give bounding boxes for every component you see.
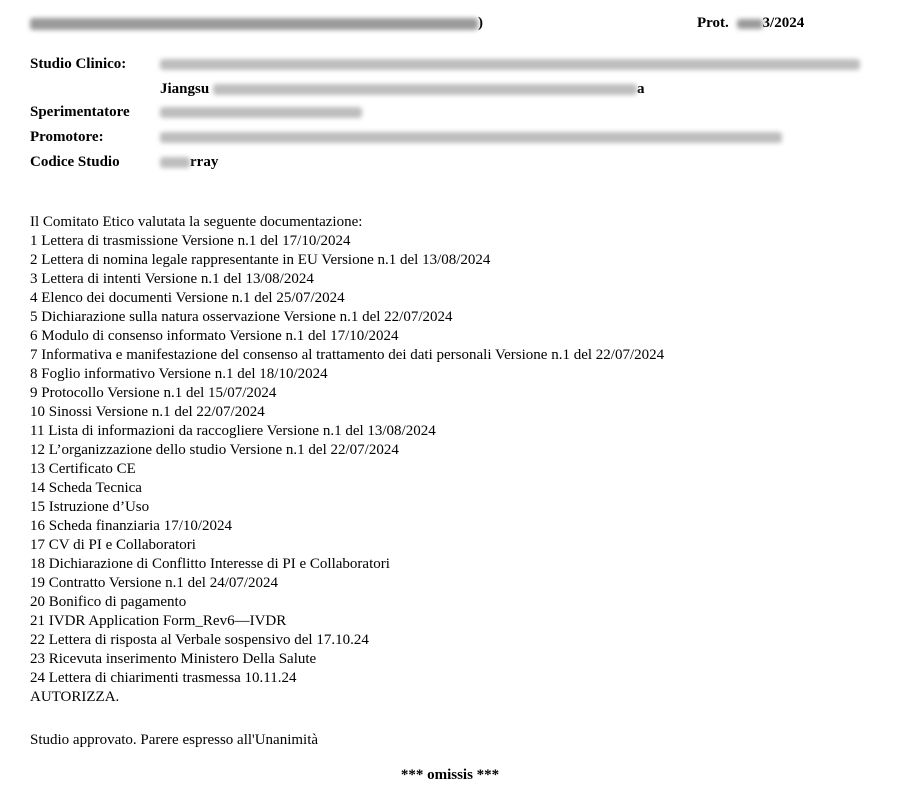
list-item: 22 Lettera di risposta al Verbale sospensivo del 17.10.24 bbox=[30, 632, 369, 648]
sperimentatore-label: Sperimentatore bbox=[30, 104, 130, 120]
redacted-prot-number bbox=[737, 19, 763, 29]
redacted-study-code bbox=[160, 157, 190, 168]
promotore-label: Promotore: bbox=[30, 129, 104, 145]
prot-number-suffix: 3/2024 bbox=[762, 15, 805, 31]
documentation-list bbox=[30, 232, 664, 688]
list-item: 21 IVDR Application Form_Rev6—IVDR bbox=[30, 613, 287, 629]
list-item: 7 Informativa e manifestazione del consenso al trattamento dei dati personali Versione n.1 del 22/07/2024 bbox=[30, 347, 665, 363]
list-item: 14 Scheda Tecnica bbox=[30, 480, 142, 496]
list-item: 20 Bonifico di pagamento bbox=[30, 594, 187, 610]
redacted-study-title-2 bbox=[213, 84, 637, 95]
list-item: 16 Scheda finanziaria 17/10/2024 bbox=[30, 518, 233, 534]
studio-clinico-value bbox=[160, 56, 860, 73]
codice-studio-label: Codice Studio bbox=[30, 154, 120, 170]
list-item: 15 Istruzione d’Uso bbox=[30, 499, 150, 515]
list-item: 18 Dichiarazione di Conflitto Interesse di PI e Collaboratori bbox=[30, 556, 390, 572]
studio-line2-suffix: a bbox=[636, 81, 645, 97]
redacted-study-title bbox=[160, 59, 860, 70]
redacted-investigator bbox=[160, 107, 362, 118]
promotore-value bbox=[160, 129, 782, 146]
list-item: 10 Sinossi Versione n.1 del 22/07/2024 bbox=[30, 404, 265, 420]
prot-label: Prot. bbox=[697, 15, 729, 31]
list-item: 11 Lista di informazioni da raccogliere Versione n.1 del 13/08/2024 bbox=[30, 423, 436, 439]
list-item: 3 Lettera di intenti Versione n.1 del 13/08/2024 bbox=[30, 271, 314, 287]
studio-line2-prefix: Jiangsu bbox=[160, 81, 210, 97]
list-item: 9 Protocollo Versione n.1 del 15/07/2024 bbox=[30, 385, 277, 401]
list-item: 19 Contratto Versione n.1 del 24/07/2024 bbox=[30, 575, 279, 591]
list-item: 1 Lettera di trasmissione Versione n.1 del 17/10/2024 bbox=[30, 233, 351, 249]
omissis-marker: *** omissis *** bbox=[400, 767, 500, 783]
list-item: 6 Modulo di consenso informato Versione n.1 del 17/10/2024 bbox=[30, 328, 399, 344]
sperimentatore-value bbox=[160, 104, 362, 121]
header-title bbox=[30, 15, 483, 32]
list-item: 5 Dichiarazione sulla natura osservazione Versione n.1 del 22/07/2024 bbox=[30, 309, 453, 325]
studio-clinico-label: Studio Clinico: bbox=[30, 56, 127, 72]
list-item: 24 Lettera di chiarimenti trasmessa 10.11.24 bbox=[30, 670, 297, 686]
codice-suffix: rray bbox=[190, 154, 219, 170]
codice-studio-value bbox=[160, 154, 218, 171]
authorization-text: AUTORIZZA. bbox=[30, 689, 120, 705]
list-item: 13 Certificato CE bbox=[30, 461, 136, 477]
list-item: 12 L’organizzazione dello studio Versione n.1 del 22/07/2024 bbox=[30, 442, 399, 458]
document-header bbox=[30, 15, 870, 37]
list-item: 8 Foglio informativo Versione n.1 del 18/10/2024 bbox=[30, 366, 328, 382]
redacted-sponsor bbox=[160, 132, 782, 143]
list-item: 17 CV di PI e Collaboratori bbox=[30, 537, 196, 553]
list-item: 23 Ricevuta inserimento Ministero Della Salute bbox=[30, 651, 317, 667]
protocol-number bbox=[697, 15, 804, 32]
list-item: 2 Lettera di nomina legale rappresentante in EU Versione n.1 del 13/08/2024 bbox=[30, 252, 491, 268]
redacted-title bbox=[30, 18, 478, 30]
documentation-intro: Il Comitato Etico valutata la seguente documentazione: bbox=[30, 214, 363, 230]
list-item: 4 Elenco dei documenti Versione n.1 del 25/07/2024 bbox=[30, 290, 345, 306]
approval-statement: Studio approvato. Parere espresso all'Unanimità bbox=[30, 732, 319, 748]
header-title-suffix: ) bbox=[478, 15, 483, 31]
documentation-section bbox=[30, 213, 664, 707]
studio-clinico-value-2 bbox=[160, 81, 644, 98]
